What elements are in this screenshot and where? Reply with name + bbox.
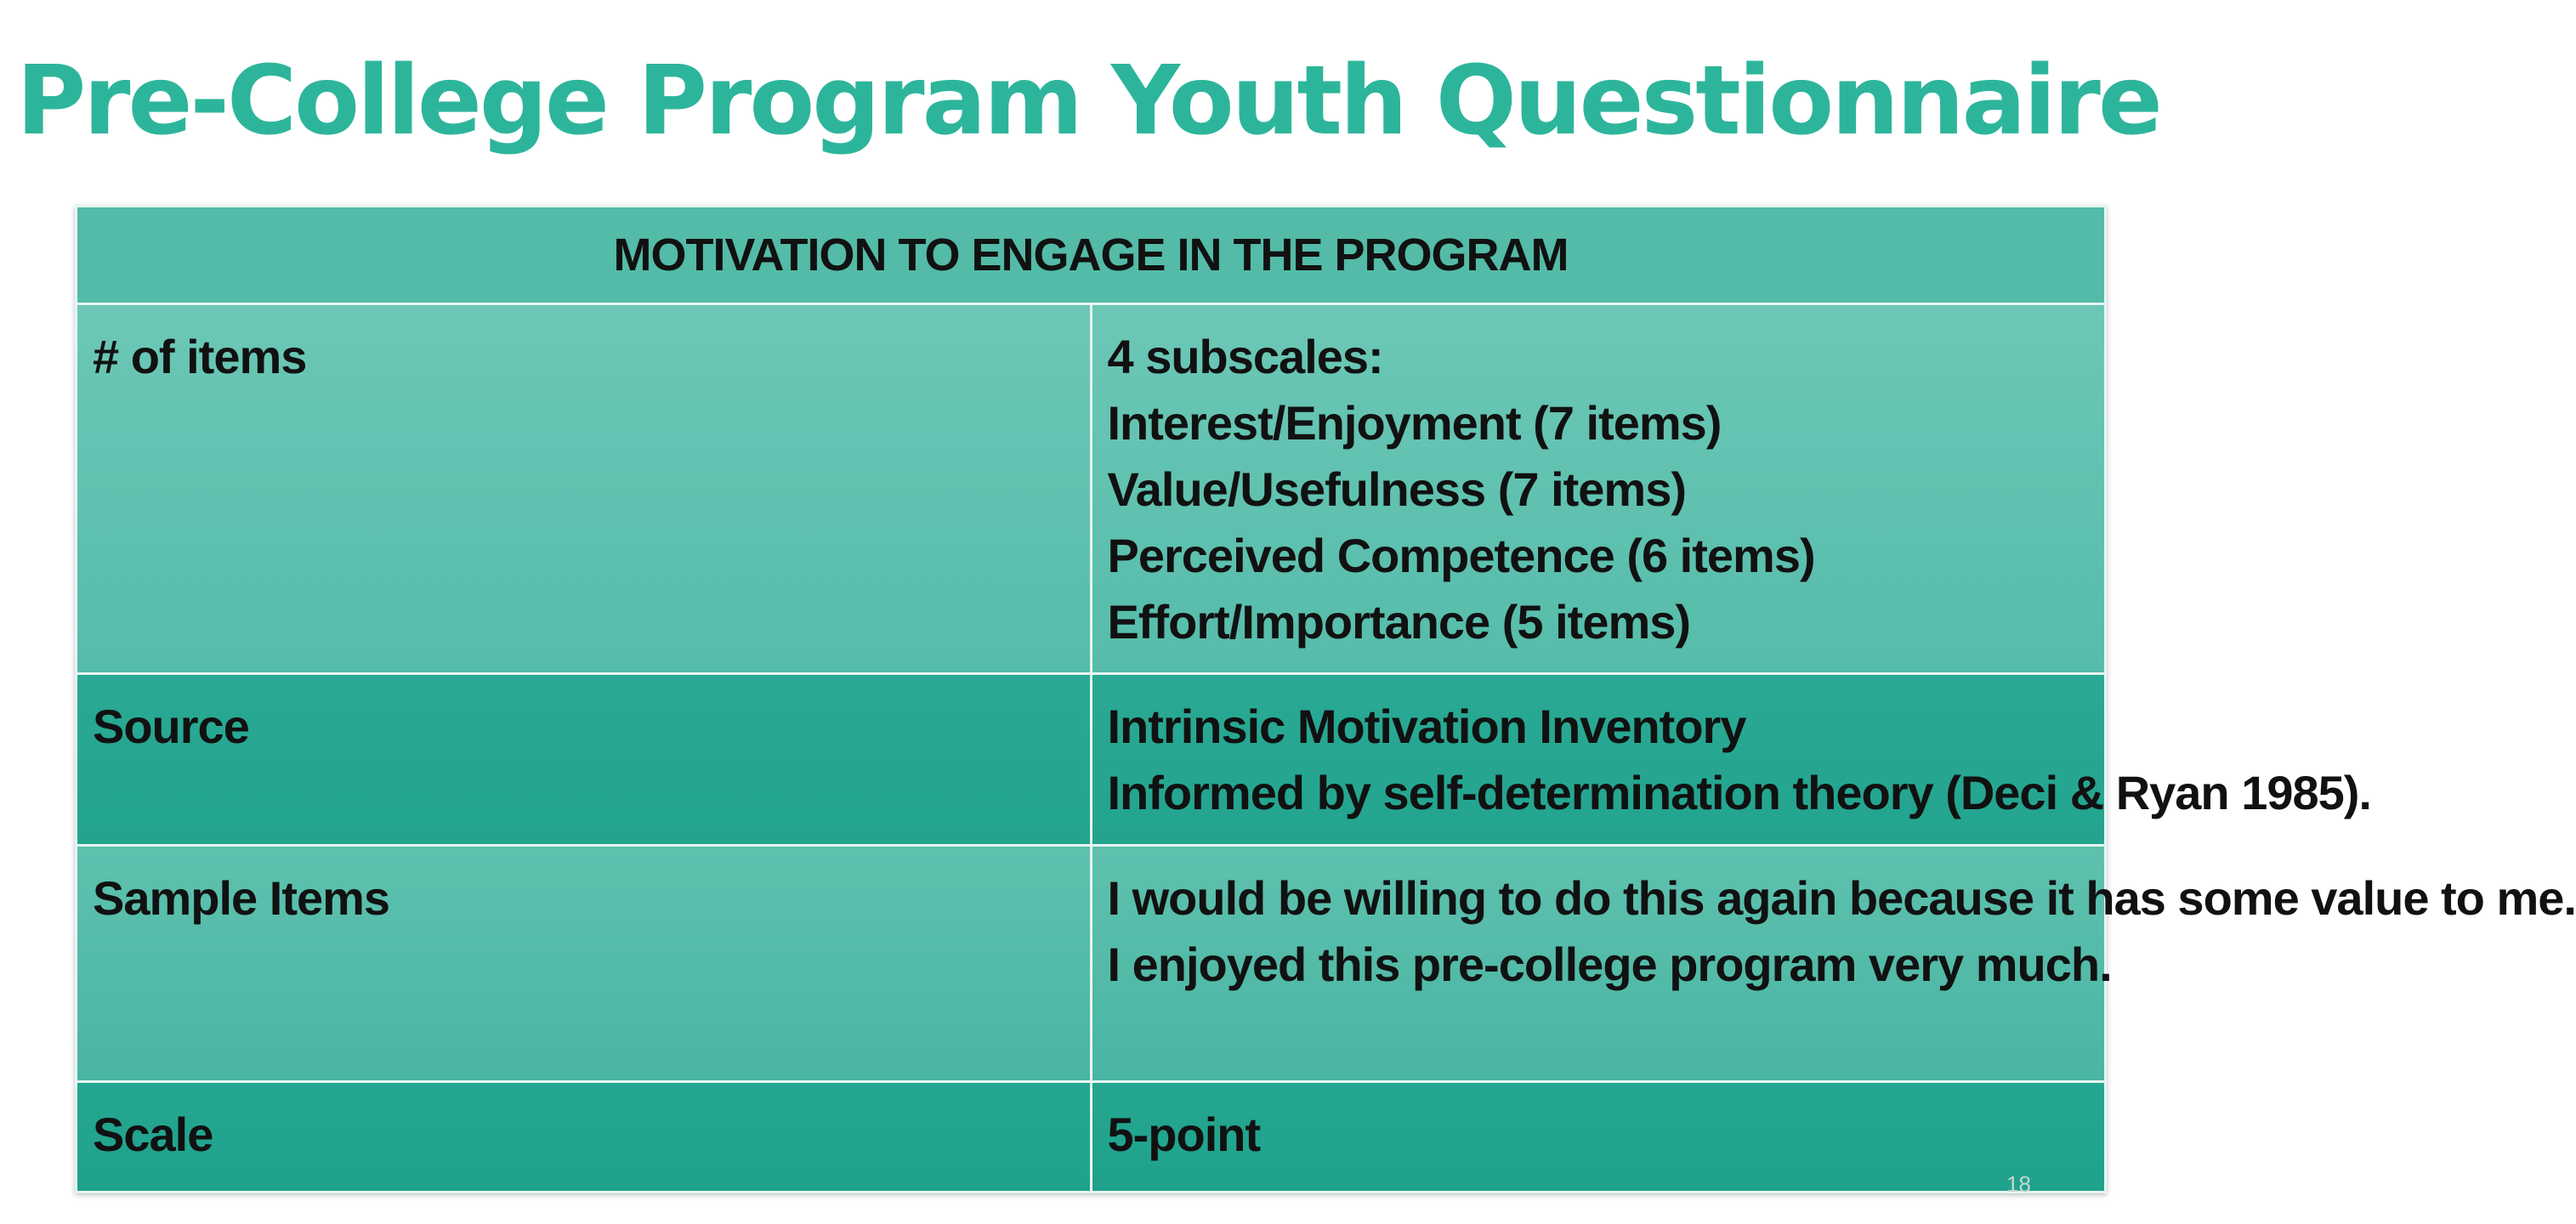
- row-label: # of items: [93, 330, 307, 383]
- row-value-line: Effort/Importance (5 items): [1107, 595, 1691, 649]
- row-value-cell: [1091, 304, 2106, 674]
- row-value-cell: [1091, 674, 2371, 846]
- row-value-line: Intrinsic Motivation Inventory: [1107, 700, 1746, 753]
- slide-title: Pre-College Program Youth Questionnaire: [16, 46, 2160, 156]
- row-value-line: 5-point: [1107, 1108, 1261, 1161]
- row-value-cell: [1091, 1082, 2106, 1193]
- row-label: Sample Items: [93, 871, 390, 925]
- row-value-line: 4 subscales:: [1107, 330, 1383, 383]
- row-label-cell: [77, 674, 1092, 846]
- page-number: 18: [2006, 1171, 2031, 1197]
- row-value-line: Interest/Enjoyment (7 items): [1107, 396, 1722, 450]
- table-row-source: [77, 674, 2106, 846]
- row-value-line: Value/Usefulness (7 items): [1107, 462, 1687, 516]
- row-label: Source: [93, 700, 249, 753]
- row-value-line: I enjoyed this pre-college program very much.: [1107, 938, 2112, 991]
- row-value-line: Informed by self-determination theory (Deci & Ryan 1985).: [1107, 766, 2371, 819]
- row-value-cell: [1091, 846, 2576, 1082]
- row-label-cell: [77, 1082, 1092, 1193]
- row-label-cell: [77, 846, 1092, 1082]
- motivation-table: [75, 205, 2576, 1193]
- row-label-cell: [77, 304, 1092, 674]
- row-label: Scale: [93, 1108, 213, 1161]
- table-row-scale: [77, 1082, 2106, 1193]
- table-row-sample-items: [77, 846, 2106, 1082]
- row-value-line: I would be willing to do this again because it has some value to me.: [1107, 871, 2576, 925]
- table-header: MOTIVATION TO ENGAGE IN THE PROGRAM: [77, 207, 2106, 304]
- table-row-items: [77, 304, 2106, 674]
- row-value-line: Perceived Competence (6 items): [1107, 529, 1815, 582]
